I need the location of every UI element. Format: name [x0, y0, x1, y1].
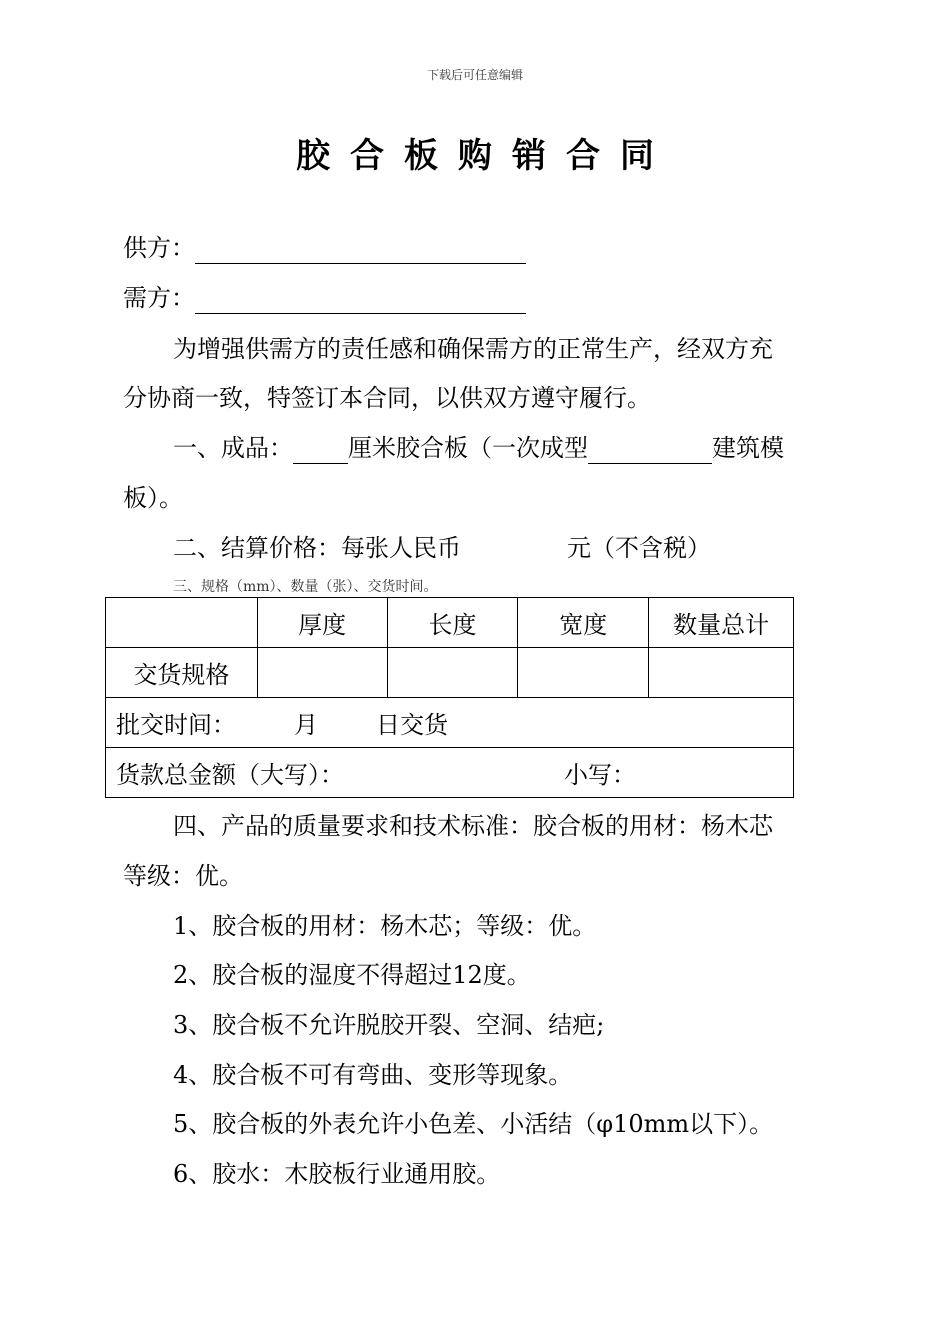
cell-length[interactable]	[387, 648, 518, 698]
amount-label: 货款总金额（大写）：	[116, 761, 344, 789]
item1-mid: 厘米胶合板（一次成型	[348, 434, 588, 462]
requirement-item: 1、胶合板的用材：杨木芯；等级：优。	[173, 912, 597, 940]
spec-table	[105, 597, 794, 798]
supplier-label: 供方：	[123, 234, 195, 262]
header-note: 下载后可任意编辑	[426, 68, 523, 82]
amount-cell[interactable]	[106, 748, 794, 798]
item2-suffix: 元（不含税）	[567, 534, 711, 562]
header-width: 宽度	[518, 598, 649, 648]
document-title: 胶合板购销合同	[296, 136, 674, 176]
table-corner-cell	[106, 598, 258, 648]
item1-suffix: 建筑模	[712, 434, 784, 462]
cell-thickness[interactable]	[257, 648, 387, 698]
buyer-line	[123, 282, 526, 314]
table-header-row	[106, 598, 794, 648]
header-total: 数量总计	[649, 598, 794, 648]
delivery-month: 月	[294, 711, 318, 739]
requirement-item: 2、胶合板的湿度不得超过12度。	[173, 961, 531, 989]
header-thickness: 厚度	[257, 598, 387, 648]
item4-line-2: 等级：优。	[123, 862, 243, 890]
model-blank[interactable]	[588, 437, 712, 464]
supplier-blank[interactable]	[195, 237, 526, 264]
requirement-item: 3、胶合板不允许脱胶开裂、空洞、结疤;	[173, 1011, 605, 1039]
intro-line-2: 分协商一致，特签订本合同，以供双方遵守履行。	[123, 384, 651, 412]
item4-line-1: 四、产品的质量要求和技术标准：胶合板的用材：杨木芯	[173, 812, 773, 840]
row-label-spec: 交货规格	[106, 648, 258, 698]
intro-line-1: 为增强供需方的责任感和确保需方的正常生产，经双方充	[173, 335, 773, 363]
cell-total[interactable]	[649, 648, 794, 698]
item3-caption: 三、规格（mm）、数量（张）、交货时间。	[173, 579, 438, 595]
amount-small-label: 小写：	[564, 761, 636, 789]
thickness-blank[interactable]	[293, 437, 348, 464]
delivery-time-cell[interactable]	[106, 698, 794, 748]
supplier-line	[123, 232, 526, 264]
delivery-day: 日交货	[376, 711, 448, 739]
item2-prefix: 二、结算价格：每张人民币	[173, 534, 461, 562]
item1-line-1	[173, 432, 784, 464]
cell-width[interactable]	[518, 648, 649, 698]
table-row	[106, 648, 794, 698]
header-length: 长度	[387, 598, 518, 648]
buyer-label: 需方：	[123, 284, 195, 312]
buyer-blank[interactable]	[195, 287, 526, 314]
delivery-time-label: 批交时间：	[116, 711, 236, 739]
item1-line-2: 板）。	[123, 484, 183, 512]
requirement-item: 4、胶合板不可有弯曲、变形等现象。	[173, 1061, 573, 1089]
item2-line	[173, 532, 711, 564]
table-row-delivery-time	[106, 698, 794, 748]
requirement-item: 6、胶水：木胶板行业通用胶。	[173, 1160, 501, 1188]
requirement-item: 5、胶合板的外表允许小色差、小活结（φ10mm以下）。	[173, 1110, 774, 1138]
table-row-amount	[106, 748, 794, 798]
item1-prefix: 一、成品：	[173, 434, 293, 462]
